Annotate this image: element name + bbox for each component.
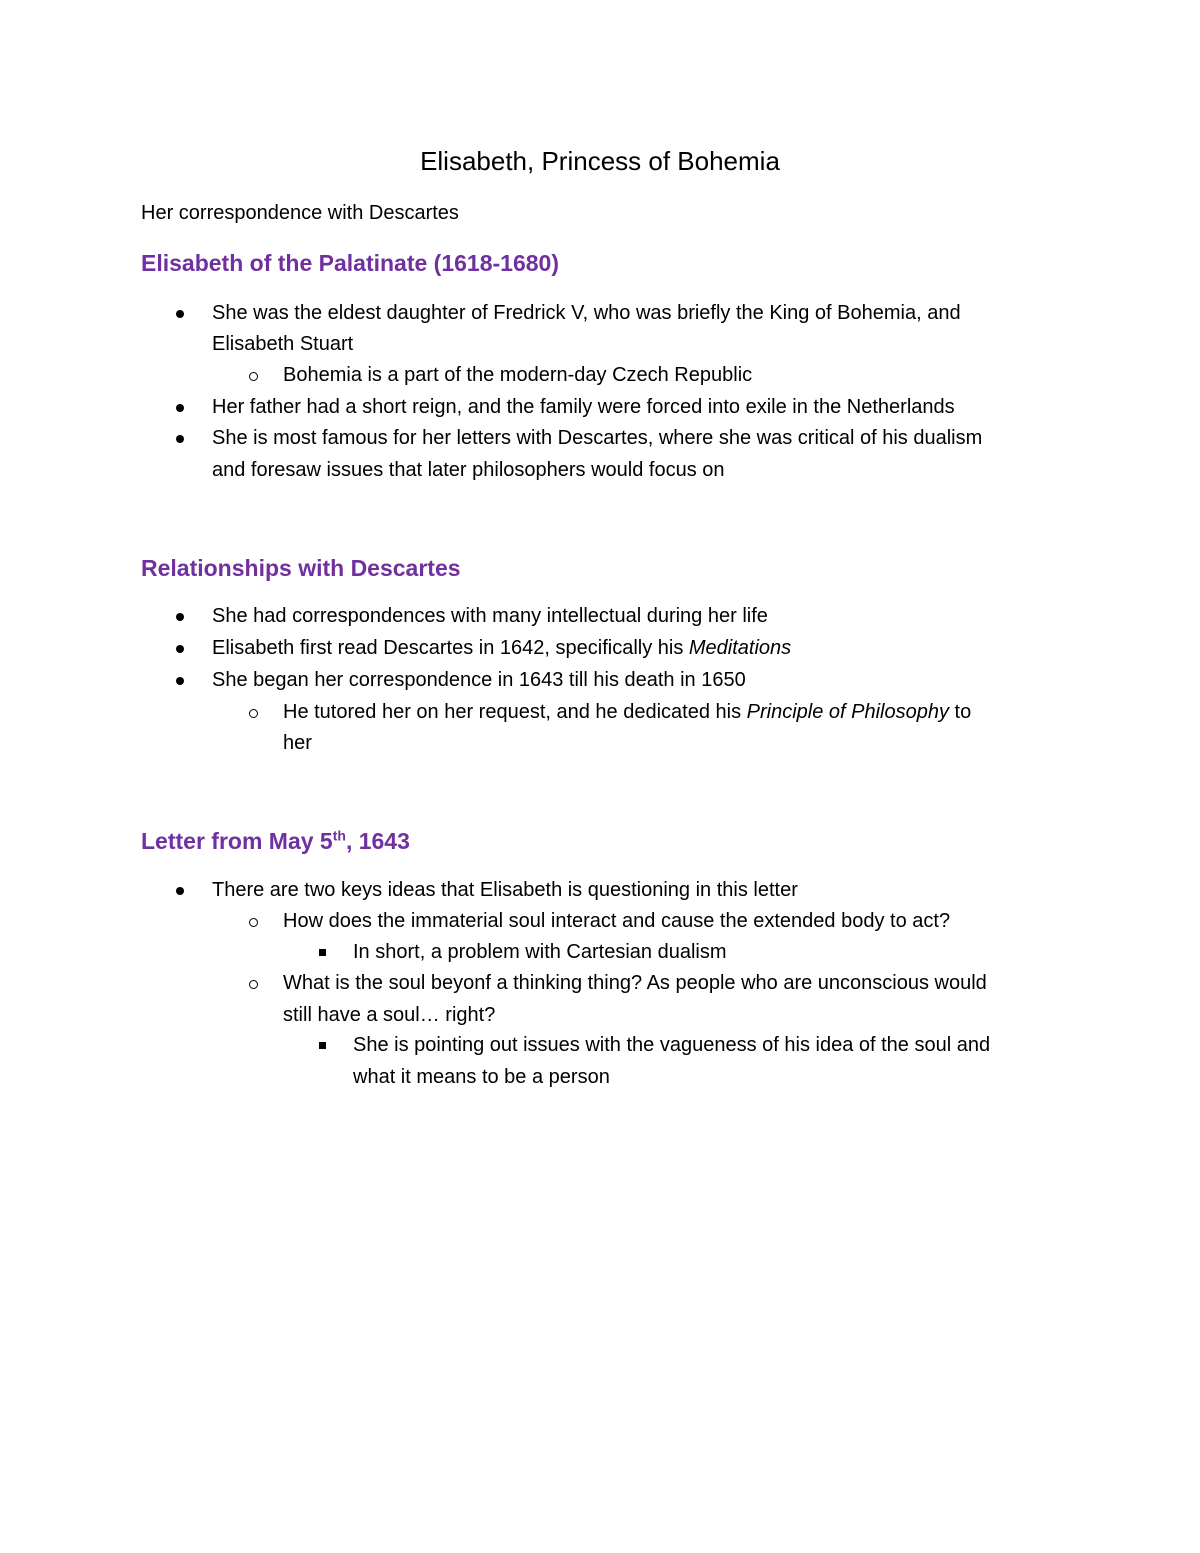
circle-bullet-icon [249, 980, 258, 989]
page-title: Elisabeth, Princess of Bohemia [420, 146, 780, 176]
square-bullet-icon [319, 1042, 326, 1049]
sub-list-item: How does the immaterial soul interact and cause the extended body to act? [283, 910, 951, 932]
sub-sub-list-item-continuation: what it means to be a person [353, 1066, 610, 1088]
sub-list-item [283, 698, 971, 726]
circle-bullet-icon [249, 709, 258, 718]
bullet-icon [176, 887, 184, 895]
bullet-icon [176, 435, 184, 443]
square-bullet-icon [319, 949, 326, 956]
list-item: She is most famous for her letters with Descartes, where she was critical of his dualism [212, 427, 983, 449]
heading-text: Letter from May 5 [141, 828, 333, 854]
heading-superscript: th [332, 827, 346, 844]
list-item: Her father had a short reign, and the family were forced into exile in the Netherlands [212, 396, 955, 418]
bullet-icon [176, 404, 184, 412]
circle-bullet-icon [249, 372, 258, 381]
sub-list-item: What is the soul beyonf a thinking thing? As people who are unconscious would [283, 972, 987, 994]
list-item: She began her correspondence in 1643 till his death in 1650 [212, 669, 746, 691]
list-item: She had correspondences with many intellectual during her life [212, 605, 768, 627]
sub-list-item: Bohemia is a part of the modern-day Czech Republic [283, 364, 753, 386]
list-item-continuation: Elisabeth Stuart [212, 333, 354, 355]
list-item: She was the eldest daughter of Fredrick V, who was briefly the King of Bohemia, and [212, 302, 961, 324]
sub-sub-list-item: She is pointing out issues with the vagueness of his idea of the soul and [353, 1034, 991, 1056]
section-heading-palatinate: Elisabeth of the Palatinate (1618-1680) [141, 250, 559, 276]
book-title-meditations: Meditations [688, 637, 792, 659]
list-item-text: Elisabeth first read Descartes in 1642, specifically his [212, 637, 689, 659]
list-item: There are two keys ideas that Elisabeth is questioning in this letter [212, 879, 798, 901]
sub-list-item-text: He tutored her on her request, and he dedicated his [283, 701, 747, 723]
sub-list-item-continuation: still have a soul… right? [283, 1004, 496, 1026]
list-item [212, 634, 791, 662]
sub-list-item-continuation: her [283, 732, 312, 754]
circle-bullet-icon [249, 918, 258, 927]
sub-list-item-text-end: to [949, 701, 972, 723]
list-item-continuation: and foresaw issues that later philosophers would focus on [212, 459, 725, 481]
bullet-icon [176, 613, 184, 621]
sub-sub-list-item: In short, a problem with Cartesian dualism [353, 941, 727, 963]
book-title-principle: Principle of Philosophy [746, 701, 949, 723]
bullet-icon [176, 310, 184, 318]
heading-text-end: , 1643 [345, 828, 410, 854]
bullet-icon [176, 677, 184, 685]
section-heading-letter [141, 825, 410, 857]
page-subtitle: Her correspondence with Descartes [141, 202, 459, 224]
bullet-icon [176, 645, 184, 653]
section-heading-relationships: Relationships with Descartes [141, 555, 461, 581]
